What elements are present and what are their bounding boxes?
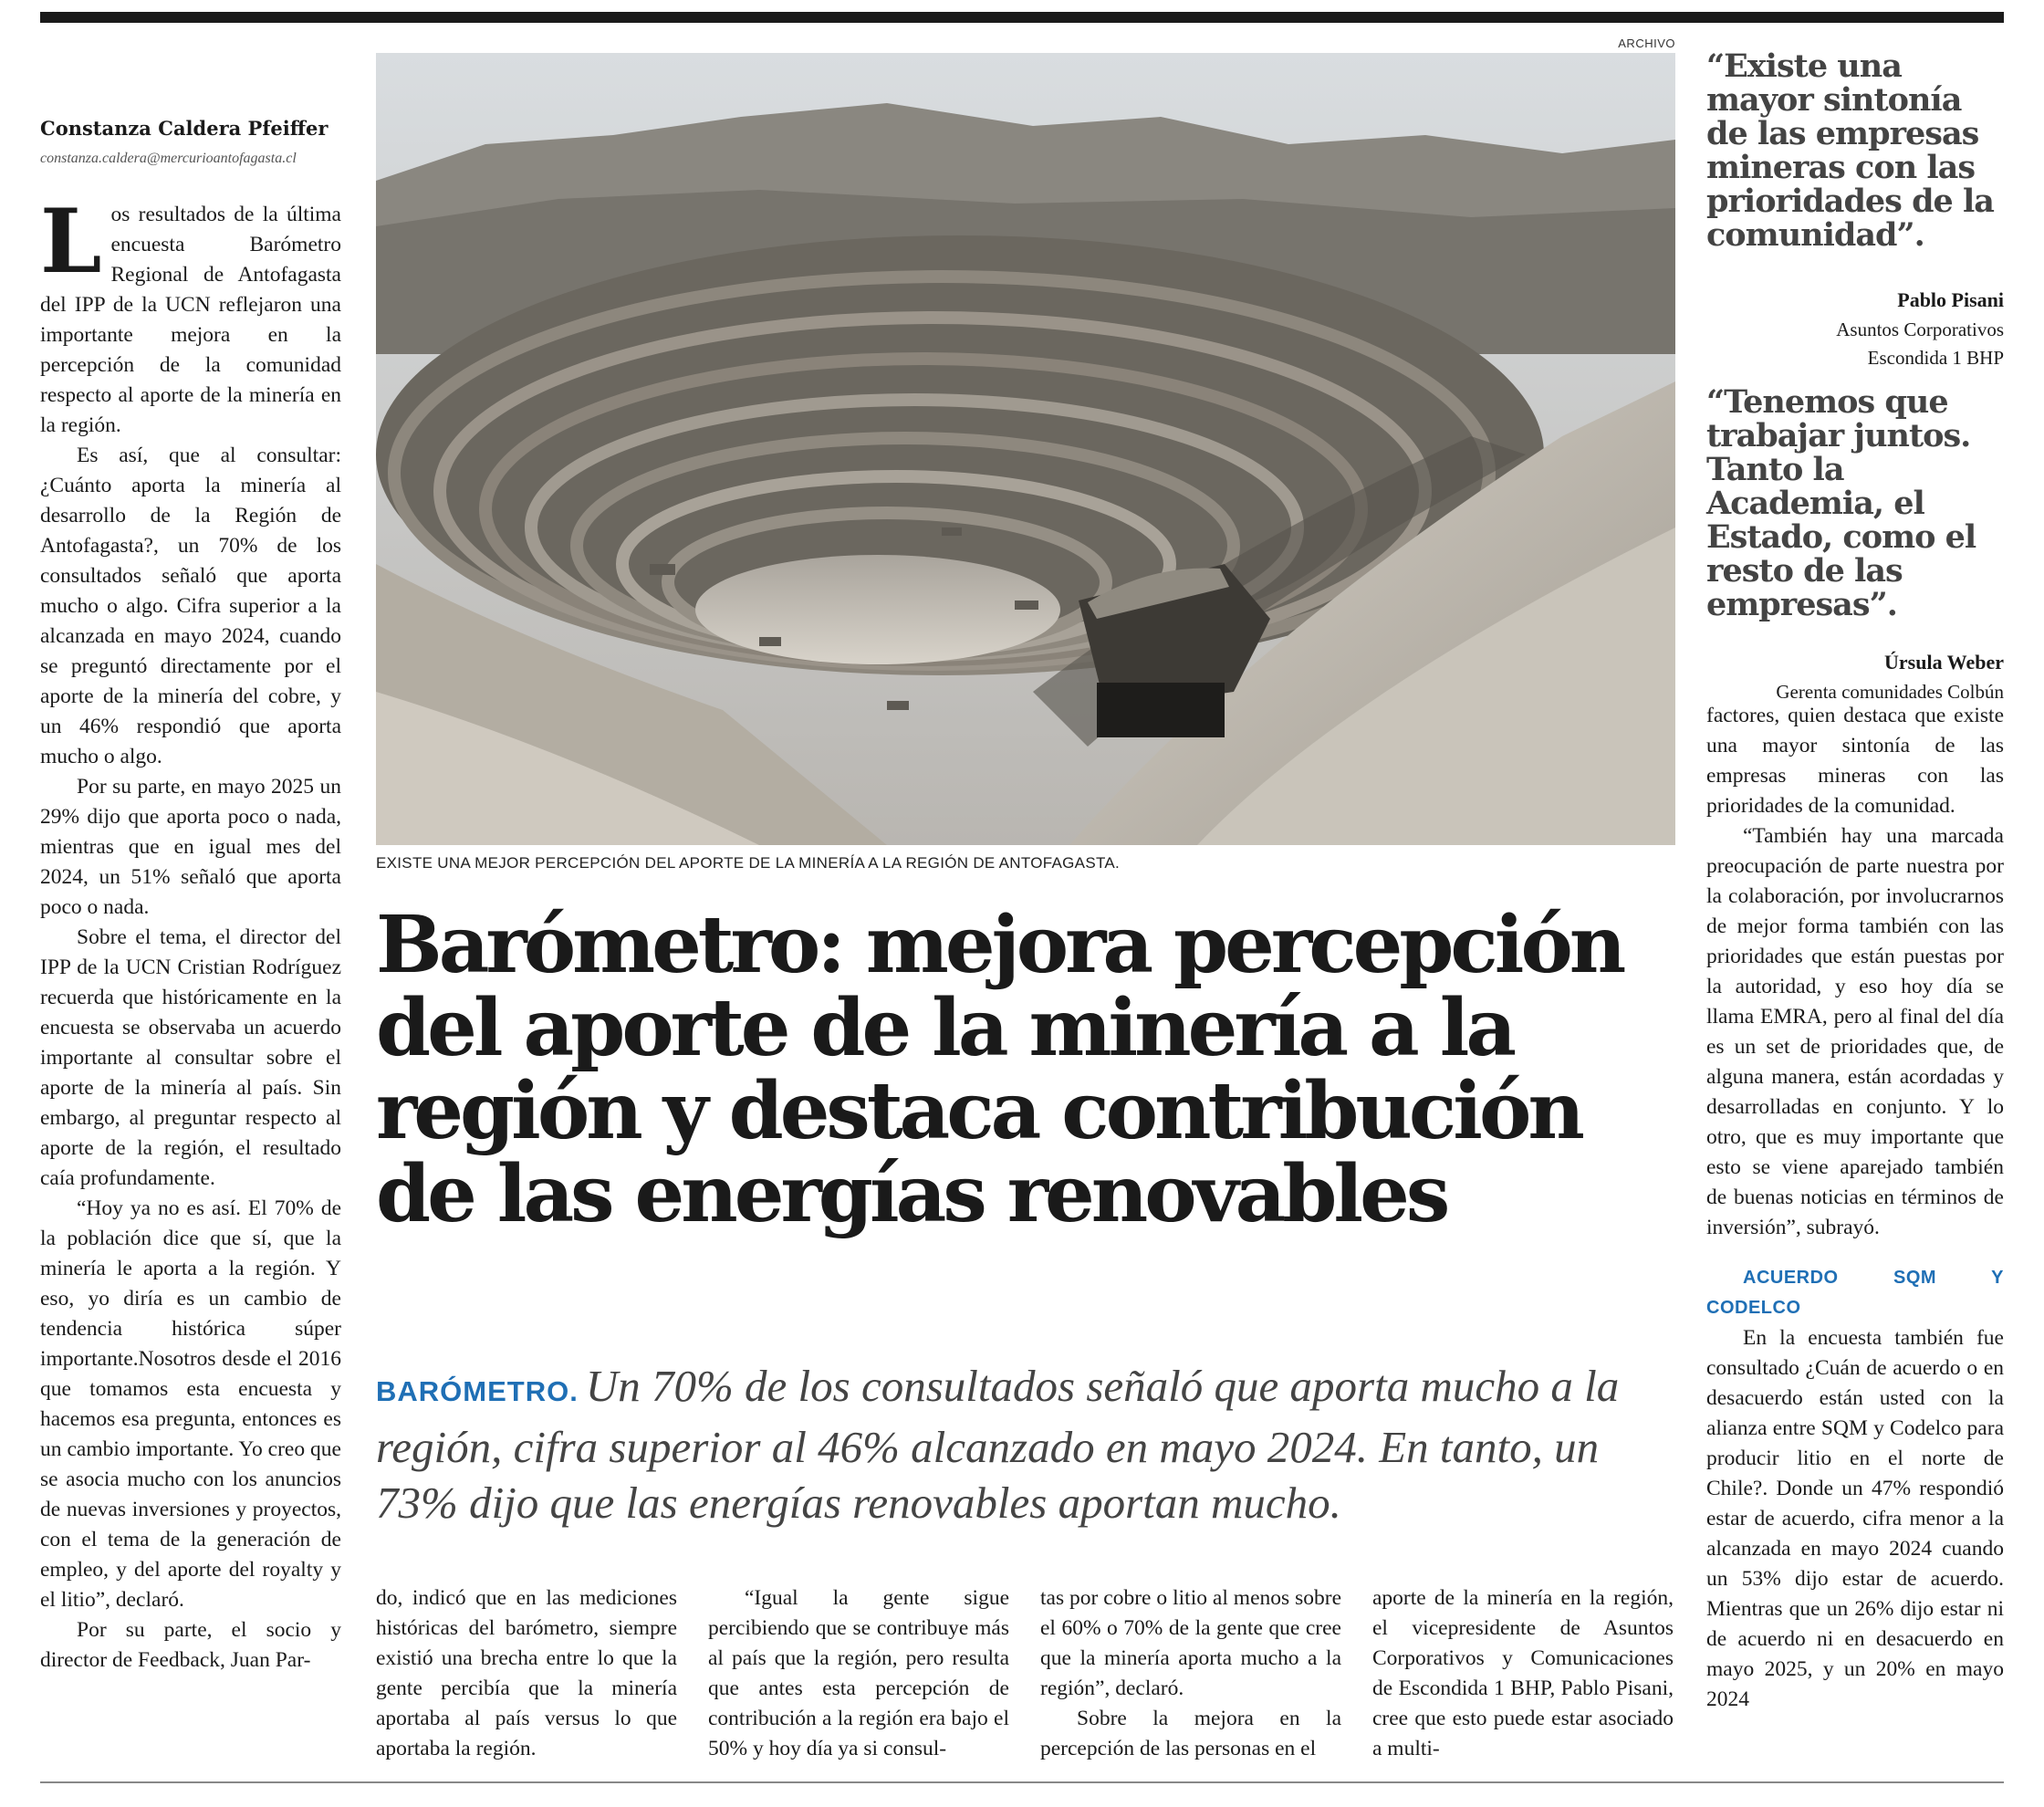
paragraph: “Igual la gente sigue percibiendo que se contribuye más al país que la región, pero resulta que antes esta percepción de contribución a la región era bajo el 50% y hoy día ya si consul- [708, 1586, 1009, 1760]
headline: Barómetro: mejora percepción del aporte de la minería a la región y destaca contribución de las energías renovables [376, 899, 1623, 1240]
article-column-4 [1040, 1583, 1341, 1764]
paragraph: tas por cobre o litio al menos sobre el 60% o 70% de la gente que cree que la minería aporta mucho a la región”, declaró. [1040, 1586, 1341, 1700]
article-body-col1 [40, 190, 341, 1676]
lead-tag: BARÓMETRO. [376, 1375, 579, 1407]
paragraph: Por su parte, en mayo 2025 un 29% dijo que aporta poco o nada, mientras que en igual mes del 2024, un 51% señaló que aporta poco o nada. [40, 775, 341, 919]
paragraph [40, 190, 341, 441]
paragraph: Por su parte, el socio y director de Feedback, Juan Par- [40, 1618, 341, 1672]
mine-photo [376, 53, 1675, 845]
author-email[interactable]: constanza.caldera@mercurioantofagasta.cl [40, 151, 297, 166]
bottom-rule [40, 1781, 2004, 1783]
quote-author-role: Asuntos Corporativos [1836, 319, 2004, 340]
paragraph: Sobre el tema, el director del IPP de la UCN Cristian Rodríguez recuerda que históricamente en la encuesta se observaba un acuerdo importante al consultar sobre el aporte de la minería al país. Sin embargo, al preguntar respecto al aporte de la región, el resultado caía profundamente. [40, 925, 341, 1190]
paragraph: En la encuesta también fue consultado ¿Cuán de acuerdo o en desacuerdo están usted con la alianza entre SQM y Codelco para producir litio en el norte de Chile?. Donde un 47% respondió estar de acuerdo, cifra menor a la alcanzada en mayo 2024 cuando un 53% dijo estar de acuerdo. Mientras que un 26% dijo estar ni de acuerdo ni en desacuerdo en mayo 2025, y un 20% en mayo 2024 [1706, 1326, 2004, 1711]
section-heading: ACUERDO SQM Y CODELCO [1706, 1268, 2004, 1318]
quote-author-role: Gerenta comunidades Colbún [1776, 681, 2004, 703]
lead-paragraph [376, 1358, 1681, 1530]
article-column-5 [1372, 1583, 1674, 1764]
open-pit-mine-illustration [376, 53, 1675, 845]
paragraph-text: os resultados de la última encuesta Barómetro Regional de Antofagasta del IPP de la UCN reflejaron una importante mejora en la percepción de la comunidad respecto al aporte de la minería en la región. [40, 203, 341, 437]
paragraph: aporte de la minería en la región, el vicepresidente de Asuntos Corporativos y Comunicaciones de Escondida 1 BHP, Pablo Pisani, cree que esto puede estar asociado a multi- [1372, 1586, 1674, 1760]
article-column-1 [40, 117, 341, 1676]
paragraph: do, indicó que en las mediciones históricas del barómetro, siempre existió una brecha entre lo que la gente percibía que la minería aportaba al país versus lo que aportaba la región. [376, 1586, 677, 1760]
quote-author: Úrsula Weber [1884, 651, 2004, 674]
article-column-2 [376, 1583, 677, 1764]
paragraph: Sobre la mejora en la percepción de las personas en el [1040, 1707, 1341, 1760]
pull-quote-text: “Existe una mayor sintonía de las empresas mineras con las prioridades de la comunidad”. [1706, 47, 1994, 254]
paragraph: factores, quien destaca que existe una mayor sintonía de las empresas mineras con las prioridades de la comunidad. [1706, 704, 2004, 818]
author-byline: Constanza Caldera Pfeiffer [40, 117, 328, 140]
pull-quote-1 [1706, 49, 2004, 372]
lead-text: Un 70% de los consultados señaló que aporta mucho a la región, cifra superior al 46% alcanzado en mayo 2024. En tanto, un 73% dijo que las energías renovables aportan mucho. [376, 1361, 1620, 1528]
article-column-6 [1706, 701, 2004, 1715]
pull-quote-text: “Tenemos que trabajar juntos. Tanto la Academia, el Estado, como el resto de las empresas”. [1706, 383, 1976, 623]
photo-credit: ARCHIVO [1618, 37, 1675, 50]
top-rule [40, 12, 2004, 23]
quote-author: Pablo Pisani [1897, 288, 2004, 311]
drop-cap: L [40, 190, 102, 293]
paragraph: “También hay una marcada preocupación de parte nuestra por la colaboración, por involucrarnos de mejor forma también con las prioridades que están puestas por la autoridad, y eso hoy día se llama EMRA, pero al final del día es un set de prioridades que, de alguna manera, están acordadas y desarrolladas en conjunto. Y lo otro, que es muy importante que esto se viene aparejado también de buenas noticias en términos de inversión”, subrayó. [1706, 824, 2004, 1239]
photo-caption: EXISTE UNA MEJOR PERCEPCIÓN DEL APORTE DE LA MINERÍA A LA REGIÓN DE ANTOFAGASTA. [376, 854, 1121, 872]
pull-quote-2 [1706, 385, 2004, 706]
paragraph: “Hoy ya no es así. El 70% de la población dice que sí, que la minería le aporta a la región. Y eso, yo diría es un cambio de tendencia histórica súper importante.Nosotros desde el 2016 que tomamos esta encuesta y hacemos esa pregunta, entonces es un cambio importante. Yo creo que se asocia mucho con los anuncios de nuevas inversiones y proyectos, con el tema de la generación de empleo, y del aporte del royalty y el litio”, declaró. [40, 1196, 341, 1612]
paragraph: Es así, que al consultar: ¿Cuánto aporta la minería al desarrollo de la Región de Antofagasta?, un 70% de los consultados señaló que aporta mucho o algo. Cifra superior a la alcanzada en mayo 2024, cuando se preguntó directamente por el aporte de la minería del cobre, y un 46% respondió que aporta mucho o algo. [40, 444, 341, 768]
quote-author-company: Escondida 1 BHP [1867, 347, 2004, 369]
article-column-3 [708, 1583, 1009, 1764]
